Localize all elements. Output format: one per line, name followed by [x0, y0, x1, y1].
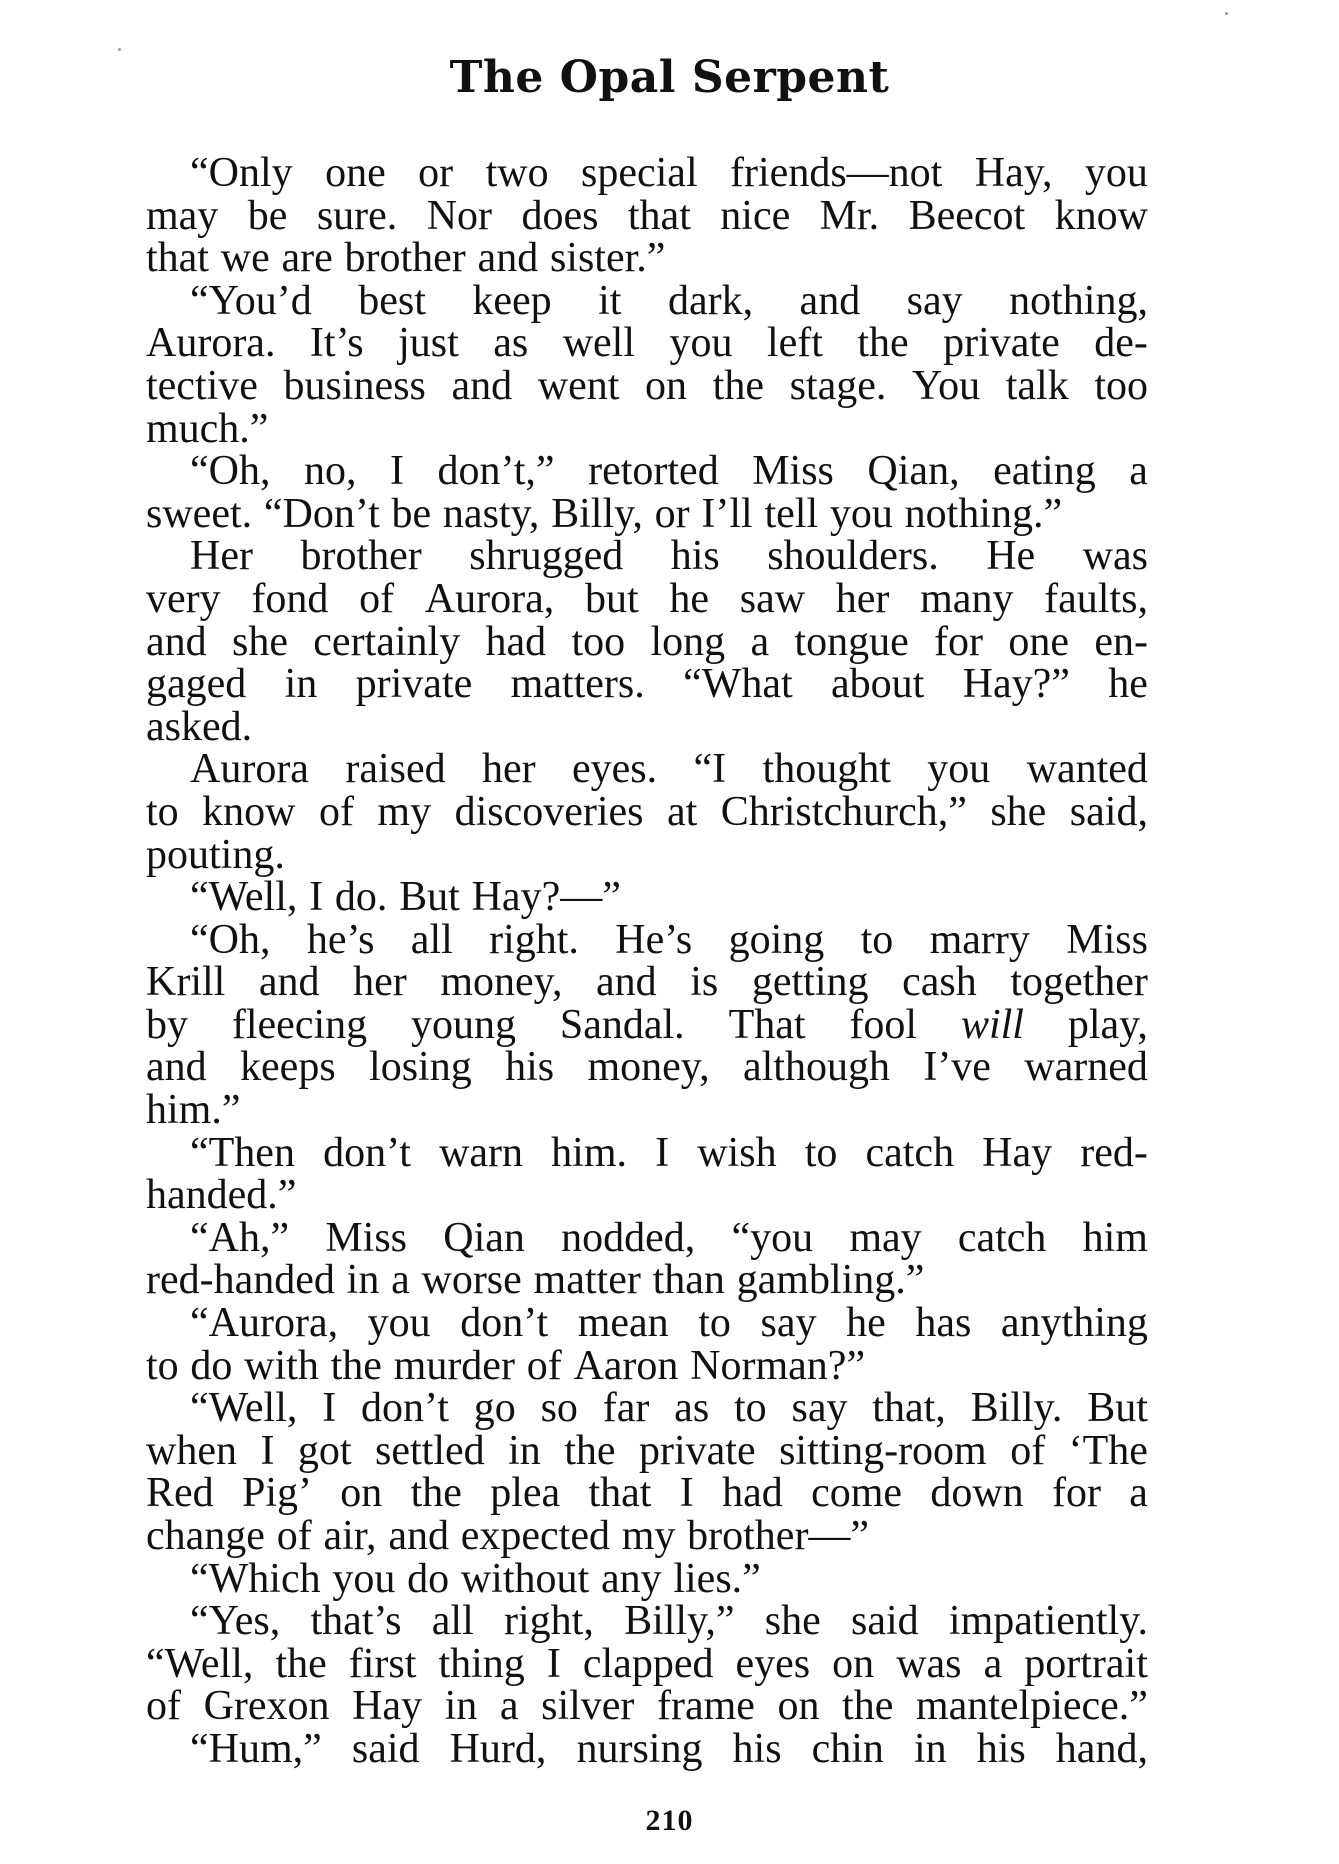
text-line: that we are brother and sister.” [146, 235, 666, 282]
text-line: “Well, the first thing I clapped eyes on was a portrait [146, 1640, 1148, 1687]
print-speck [118, 48, 121, 51]
text-line: handed.” [146, 1172, 297, 1219]
text-line: by fleecing young Sandal. That fool will play, [146, 1001, 1148, 1048]
text-line: “You’d best keep it dark, and say nothing, [190, 277, 1148, 324]
running-title: The Opal Serpent [449, 52, 890, 103]
text-line: “Only one or two special friends—not Hay, you [190, 150, 1148, 196]
text-line: Krill and her money, and is getting cash together [146, 959, 1148, 1006]
text-line: “Oh, no, I don’t,” retorted Miss Qian, eating a [190, 448, 1148, 495]
text-line: “Then don’t warn him. I wish to catch Hay red- [190, 1129, 1148, 1176]
text-line: change of air, and expected my brother—” [146, 1513, 870, 1559]
text-line: Aurora. It’s just as well you left the private de- [146, 320, 1148, 367]
text-line: pouting. [146, 831, 285, 878]
text-line: tective business and went on the stage. You talk too [146, 362, 1148, 409]
text-line: may be sure. Nor does that nice Mr. Beecot know [146, 192, 1148, 239]
text-line: and she certainly had too long a tongue for one en- [146, 618, 1148, 665]
text-line: “Hum,” said Hurd, nursing his chin in his hand, [190, 1725, 1148, 1772]
text-line: Her brother shrugged his shoulders. He was [190, 533, 1148, 580]
text-line: “Well, I don’t go so far as to say that, Billy. But [190, 1385, 1148, 1432]
text-line: “Ah,” Miss Qian nodded, “you may catch him [190, 1214, 1148, 1261]
text-line: red-handed in a worse matter than gambling.” [146, 1257, 925, 1304]
body-text [146, 152, 1148, 1771]
text-line: him.” [146, 1087, 241, 1134]
text-line: “Which you do without any lies.” [190, 1555, 761, 1602]
text-line: of Grexon Hay in a silver frame on the mantelpiece.” [146, 1683, 1148, 1730]
text-line: Red Pig’ on the plea that I had come down for a [146, 1470, 1148, 1517]
page-number: 210 [645, 1804, 694, 1837]
text-line: “Yes, that’s all right, Billy,” she said impatiently. [190, 1598, 1148, 1645]
text-line: when I got settled in the private sitting-room of ‘The [146, 1427, 1148, 1474]
text-line: very fond of Aurora, but he saw her many faults, [146, 575, 1148, 622]
text-line: “Aurora, you don’t mean to say he has anything [190, 1300, 1148, 1347]
text-line: sweet. “Don’t be nasty, Billy, or I’ll tell you nothing.” [146, 490, 1063, 537]
text-line: much.” [146, 405, 269, 452]
text-line: gaged in private matters. “What about Hay?” he [146, 661, 1148, 708]
text-line: to do with the murder of Aaron Norman?” [146, 1342, 866, 1389]
text-line: to know of my discoveries at Christchurch,” she said, [146, 788, 1148, 835]
text-line: asked. [146, 703, 253, 750]
print-speck [1225, 12, 1228, 15]
text-line: “Oh, he’s all right. He’s going to marry Miss [190, 916, 1148, 963]
text-line: and keeps losing his money, although I’ve warned [146, 1044, 1148, 1091]
text-line: “Well, I do. But Hay?—” [190, 874, 621, 921]
text-line: Aurora raised her eyes. “I thought you wanted [190, 746, 1148, 793]
